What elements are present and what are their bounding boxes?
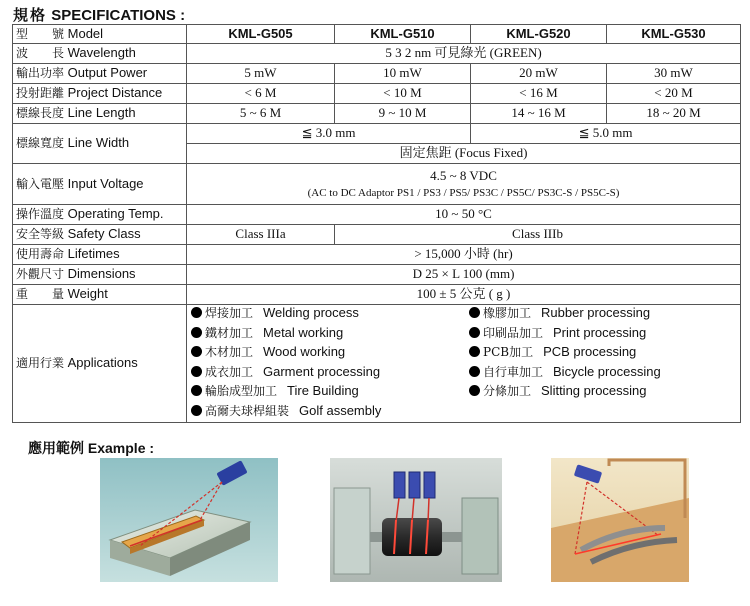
application-en: Garment processing <box>263 363 381 379</box>
label-dimensions: 外觀尺寸 Dimensions <box>13 265 187 285</box>
safety-class-g505: Class IIIa <box>187 225 335 245</box>
model-g505: KML-G505 <box>187 25 335 44</box>
application-zh: 輪胎成型加工 <box>205 384 278 398</box>
label-line-length: 標線長度 Line Length <box>13 104 187 124</box>
line-length-g520: 14 ~ 16 M <box>471 104 607 124</box>
application-zh: 橡膠加工 <box>483 306 532 320</box>
application-zh: 木材加工 <box>205 345 254 359</box>
application-item-right <box>469 384 647 398</box>
line-width-note: 固定焦距 (Focus Fixed) <box>187 144 741 164</box>
input-voltage-range: 4.5 ~ 8 VDC <box>430 167 497 183</box>
line-width-g505-g510: ≦ 3.0 mm <box>187 124 471 144</box>
output-power-g510: 10 mW <box>335 64 471 84</box>
example-title-en: Example : <box>87 440 155 456</box>
label-model: 型 號 Model <box>13 25 187 44</box>
row-safety-class <box>13 225 741 245</box>
row-project-distance <box>13 84 741 104</box>
model-g510: KML-G510 <box>335 25 471 44</box>
laser-head <box>424 472 435 498</box>
application-en: Slitting processing <box>541 383 647 398</box>
row-lifetimes <box>13 245 741 265</box>
bullet-icon <box>469 327 480 338</box>
application-en: Rubber processing <box>541 305 651 320</box>
application-zh: PCB加工 <box>483 345 534 359</box>
application-en: Welding process <box>263 305 359 320</box>
application-item-right <box>469 345 636 359</box>
application-item-right <box>469 326 646 340</box>
application-en: Metal working <box>263 324 344 340</box>
bullet-icon <box>191 307 202 318</box>
bullet-icon <box>191 346 202 357</box>
bullet-icon <box>191 385 202 396</box>
machine-left <box>334 488 370 574</box>
output-power-g520: 20 mW <box>471 64 607 84</box>
project-distance-g530: < 20 M <box>607 84 741 104</box>
project-distance-g510: < 10 M <box>335 84 471 104</box>
line-length-g530: 18 ~ 20 M <box>607 104 741 124</box>
output-power-g505: 5 mW <box>187 64 335 84</box>
application-en: Wood working <box>263 344 346 359</box>
label-operating-temp: 操作溫度 Operating Temp. <box>13 205 187 225</box>
application-en: PCB processing <box>543 344 637 359</box>
safety-class-g510-g530: Class IIIb <box>335 225 741 245</box>
label-safety-class: 安全等級 Safety Class <box>13 225 187 245</box>
application-zh: 焊接加工 <box>205 306 254 320</box>
line-length-g505: 5 ~ 6 M <box>187 104 335 124</box>
row-operating-temp <box>13 205 741 225</box>
application-en: Bicycle processing <box>553 363 661 379</box>
bullet-icon <box>469 366 480 377</box>
label-input-voltage: 輸入電壓 Input Voltage <box>13 164 187 205</box>
example-title <box>28 438 154 458</box>
bullet-icon <box>469 307 480 318</box>
label-lifetimes: 使用壽命 Lifetimes <box>13 245 187 265</box>
application-en: Tire Building <box>287 383 359 398</box>
example-image-tire-building <box>330 458 502 582</box>
label-project-distance: 投射距離 Project Distance <box>13 84 187 104</box>
application-item-left <box>191 306 359 320</box>
label-output-power: 輸出功率 Output Power <box>13 64 187 84</box>
bullet-icon <box>469 385 480 396</box>
bullet-icon <box>469 346 480 357</box>
row-line-width <box>13 124 741 144</box>
operating-temp-value: 10 ~ 50 °C <box>187 205 741 225</box>
application-item-left <box>191 365 380 379</box>
laser-head <box>409 472 420 498</box>
application-zh: 自行車加工 <box>483 364 544 379</box>
label-applications: 適用行業 Applications <box>13 305 187 423</box>
weight-value: 100 ± 5 公克 ( g ) <box>187 285 741 305</box>
spec-title-en: SPECIFICATIONS : <box>51 7 186 24</box>
row-weight <box>13 285 741 305</box>
line-width-g520-g530: ≦ 5.0 mm <box>471 124 741 144</box>
row-input-voltage <box>13 164 741 205</box>
project-distance-g520: < 16 M <box>471 84 607 104</box>
application-item-right <box>469 365 661 379</box>
label-wavelength: 波 長 Wavelength <box>13 44 187 64</box>
row-applications <box>13 305 741 423</box>
spec-title-zh: 規格 <box>13 6 48 24</box>
model-g530: KML-G530 <box>607 25 741 44</box>
project-distance-g505: < 6 M <box>187 84 335 104</box>
application-zh: 印刷品加工 <box>483 325 544 340</box>
row-model <box>13 25 741 44</box>
application-item-left <box>191 326 343 340</box>
example-image-welding <box>100 458 278 582</box>
input-voltage-adaptors: (AC to DC Adaptor PS1 / PS3 / PS5/ PS3C / PS5C/ PS3C-S / PS5C-S) <box>307 187 620 200</box>
label-line-width: 標線寬度 Line Width <box>13 124 187 164</box>
laser-beam <box>428 498 429 522</box>
spec-title <box>13 4 185 25</box>
application-zh: 高爾夫球桿組裝 <box>205 403 290 418</box>
row-line-length <box>13 104 741 124</box>
laser-head <box>394 472 405 498</box>
specifications-table <box>12 24 741 423</box>
application-zh: 鐵材加工 <box>205 325 254 340</box>
output-power-g530: 30 mW <box>607 64 741 84</box>
example-image-slitting <box>551 458 689 582</box>
application-zh: 分條加工 <box>483 384 532 398</box>
input-voltage-value <box>187 164 741 205</box>
model-g520: KML-G520 <box>471 25 607 44</box>
application-en: Print processing <box>553 324 647 340</box>
application-item-left <box>191 345 345 359</box>
label-weight: 重 量 Weight <box>13 285 187 305</box>
bullet-icon <box>191 405 202 416</box>
row-output-power <box>13 64 741 84</box>
line-length-g510: 9 ~ 10 M <box>335 104 471 124</box>
wavelength-value: 5 3 2 nm 可見綠光 (GREEN) <box>187 44 741 64</box>
application-item-left <box>191 384 359 398</box>
dimensions-value: D 25 × L 100 (mm) <box>187 265 741 285</box>
machine-right <box>462 498 498 574</box>
bullet-icon <box>191 327 202 338</box>
row-wavelength <box>13 44 741 64</box>
application-item-right <box>469 306 650 320</box>
bullet-icon <box>191 366 202 377</box>
application-item-left <box>191 404 381 418</box>
lifetimes-value: > 15,000 小時 (hr) <box>187 245 741 265</box>
applications-list <box>187 305 741 423</box>
example-title-zh: 應用範例 <box>28 441 84 457</box>
application-zh: 成衣加工 <box>205 364 254 379</box>
row-dimensions <box>13 265 741 285</box>
application-en: Golf assembly <box>299 402 382 418</box>
